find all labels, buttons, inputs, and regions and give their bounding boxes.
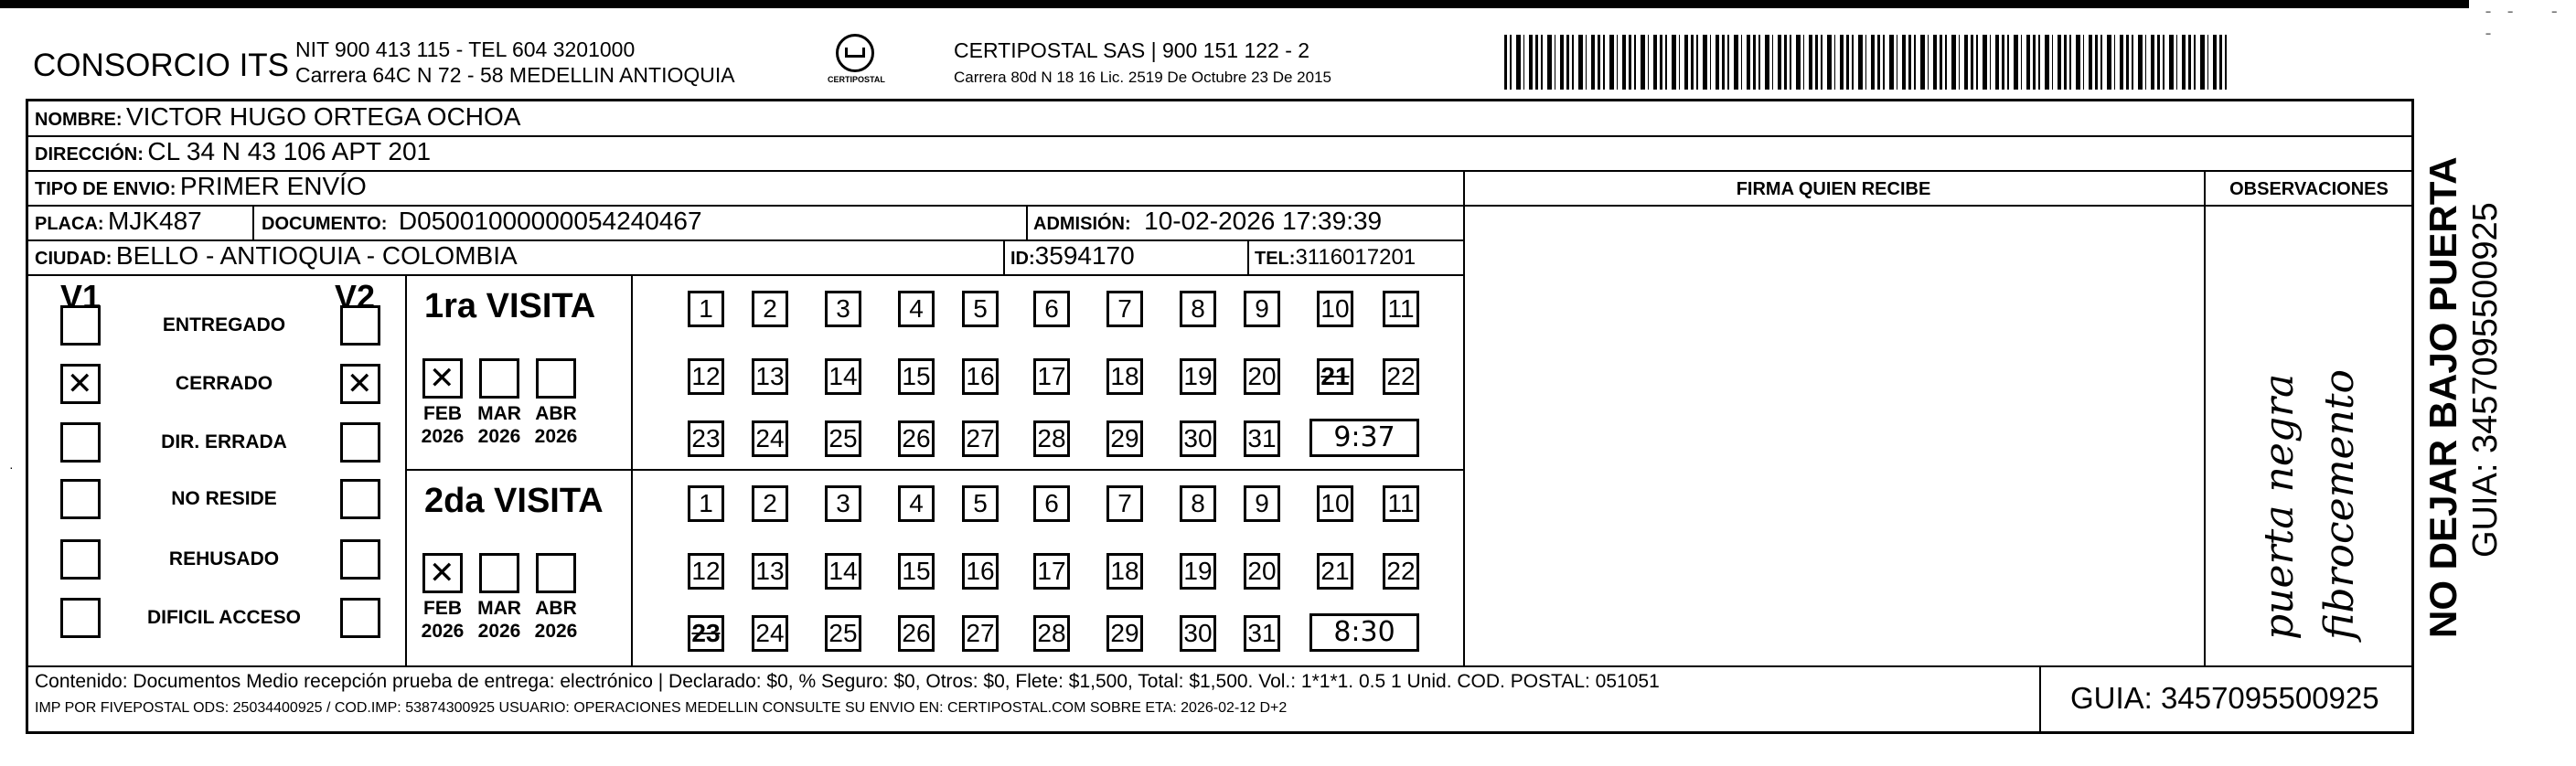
day-box[interactable]: 31 (1244, 615, 1280, 652)
month-label (530, 402, 582, 448)
month-checkbox-feb[interactable] (422, 358, 463, 399)
direccion-value: CL 34 N 43 106 APT 201 (147, 137, 432, 165)
footer-divider (26, 665, 2414, 667)
admision-label: ADMISIÓN: (1033, 214, 1131, 234)
company-nit: NIT 900 413 115 - TEL 604 3201000 (295, 37, 636, 61)
nombre-row (35, 102, 520, 132)
month-year: 2026 (534, 621, 578, 642)
month-checkbox-mar[interactable] (479, 358, 519, 399)
day-box[interactable]: 16 (962, 358, 999, 395)
v1-checkbox-cerrado[interactable] (60, 364, 101, 404)
col-divider (1026, 205, 1028, 239)
company-name: CONSORCIO ITS (33, 48, 290, 83)
documento-field (262, 207, 702, 236)
id-value: 3594170 (1034, 241, 1135, 270)
visit-title: 2da VISITA (424, 482, 604, 520)
day-box[interactable]: 5 (962, 485, 999, 522)
month-label (530, 597, 582, 643)
nombre-value: VICTOR HUGO ORTEGA OCHOA (126, 102, 521, 131)
day-box[interactable]: 22 (1383, 358, 1419, 395)
day-box[interactable]: 11 (1383, 291, 1419, 327)
v1-checkbox-entregado[interactable] (60, 305, 101, 346)
courier-nit: CERTIPOSTAL SAS | 900 151 122 - 2 (954, 38, 1310, 62)
day-box[interactable]: 9 (1244, 485, 1280, 522)
v2-header: V2 (335, 278, 376, 315)
col-divider (252, 205, 254, 239)
day-box[interactable]: 17 (1033, 553, 1070, 590)
v1-checkbox-rehusado[interactable] (60, 539, 101, 580)
row-divider (2204, 205, 2414, 207)
row-divider (26, 274, 1464, 276)
admision-value: 10-02-2026 17:39:39 (1144, 207, 1383, 235)
v1-checkbox-dificil-acceso[interactable] (60, 598, 101, 638)
day-box[interactable]: 8 (1180, 485, 1216, 522)
admision-field (1033, 207, 1382, 236)
check-mark: ✕ (347, 366, 373, 402)
day-box[interactable]: 25 (825, 615, 861, 652)
v2-checkbox-entregado[interactable] (340, 305, 380, 346)
month-checkbox-abr[interactable] (536, 553, 576, 593)
v2-checkbox-dificil-acceso[interactable] (340, 598, 380, 638)
day-box[interactable]: 21 (1317, 553, 1353, 590)
check-mark: ✕ (429, 360, 455, 397)
month-name: FEB (423, 403, 462, 424)
day-box[interactable]: 14 (825, 553, 861, 590)
day-box[interactable]: 9 (1244, 291, 1280, 327)
check-label: NO RESIDE (171, 488, 277, 509)
day-box[interactable]: 6 (1033, 291, 1070, 327)
day-box[interactable]: 28 (1033, 615, 1070, 652)
day-box[interactable]: 10 (1317, 485, 1353, 522)
day-box[interactable]: 15 (898, 553, 935, 590)
day-box[interactable]: 31 (1244, 420, 1280, 457)
cut-mark: - - - - (2483, 0, 2560, 44)
day-box[interactable]: 20 (1244, 358, 1280, 395)
placa-value: MJK487 (108, 207, 202, 235)
logo-icon (836, 34, 874, 72)
month-checkbox-mar[interactable] (479, 553, 519, 593)
month-name: ABR (535, 598, 577, 619)
margin-mark: · (9, 460, 14, 474)
ciudad-value: BELLO - ANTIOQUIA - COLOMBIA (115, 241, 518, 270)
v2-checkbox-cerrado[interactable] (340, 364, 380, 404)
month-checkbox-abr[interactable] (536, 358, 576, 399)
month-name: ABR (535, 403, 577, 424)
day-box[interactable]: 20 (1244, 553, 1280, 590)
v1-header: V1 (60, 278, 102, 315)
v2-checkbox-dir-errada[interactable] (340, 422, 380, 463)
month-label (417, 402, 468, 448)
day-box[interactable]: 23 (688, 615, 724, 652)
day-box[interactable]: 26 (898, 420, 935, 457)
col-divider (2204, 170, 2206, 665)
day-box[interactable]: 26 (898, 615, 935, 652)
footer-guia: GUIA: 3457095500925 (2070, 681, 2379, 715)
day-box[interactable]: 15 (898, 358, 935, 395)
day-box[interactable]: 24 (752, 615, 788, 652)
month-name: MAR (477, 403, 521, 424)
day-box[interactable]: 1 (688, 291, 724, 327)
month-year: 2026 (477, 621, 521, 642)
v2-checkbox-rehusado[interactable] (340, 539, 380, 580)
day-box[interactable]: 22 (1383, 553, 1419, 590)
day-box[interactable]: 13 (752, 358, 788, 395)
day-box[interactable]: 4 (898, 291, 935, 327)
direccion-row (35, 137, 431, 166)
placa-label: PLACA: (35, 214, 104, 234)
month-label (474, 597, 525, 643)
row-divider (26, 170, 2414, 172)
id-label: ID: (1010, 249, 1035, 269)
day-box[interactable]: 29 (1106, 420, 1143, 457)
day-box[interactable]: 8 (1180, 291, 1216, 327)
documento-value: D050010000000542404​67 (398, 207, 702, 235)
check-mark: ✕ (67, 366, 93, 402)
day-box[interactable]: 1 (688, 485, 724, 522)
day-box[interactable]: 19 (1180, 553, 1216, 590)
company-address: Carrera 64C N 72 - 58 MEDELLIN ANTIOQUIA (295, 63, 735, 87)
tipo-row (35, 172, 367, 201)
day-box[interactable]: 7 (1106, 485, 1143, 522)
v1-checkbox-dir-errada[interactable] (60, 422, 101, 463)
visit-title: 1ra VISITA (424, 287, 596, 325)
footer-content: Contenido: Documentos Medio recepción prueba de entrega: electrónico | Declarado: $0, % Seguro: $0, Otros: $0, Flete: $1,500, Total: $1,500. Vol.: 1*1*1. 0.5 1 Unid. COD. POSTAL: 051051 (35, 671, 1660, 692)
logo-text: CERTIPOSTAL (828, 75, 885, 84)
id-field (1010, 241, 1135, 271)
col-divider (1003, 239, 1005, 274)
top-border-line (0, 0, 2469, 8)
col-divider (405, 274, 407, 665)
day-box[interactable]: 30 (1180, 615, 1216, 652)
day-box[interactable]: 23 (688, 420, 724, 457)
ciudad-label: CIUDAD: (35, 249, 112, 269)
footer-print-info: IMP POR FIVEPOSTAL ODS: 25034400925 / COD.IMP: 53874300925 USUARIO: OPERACIONES MEDELLIN CONSULTE SU ENVIO EN: CERTIPOSTAL.COM SOBRE ETA: 2026-02-12 D+2 (35, 700, 1288, 716)
day-box[interactable]: 19 (1180, 358, 1216, 395)
month-name: FEB (423, 598, 462, 619)
side-guia: GUIA: 3457095500925 (2466, 202, 2505, 558)
day-box[interactable]: 12 (688, 358, 724, 395)
tel-value: 3116017201 (1295, 245, 1416, 270)
day-box[interactable]: 2 (752, 291, 788, 327)
day-box[interactable]: 27 (962, 615, 999, 652)
visit-divider (405, 469, 1463, 471)
day-box[interactable]: 17 (1033, 358, 1070, 395)
courier-info (954, 37, 1331, 91)
direccion-label: DIRECCIÓN: (35, 144, 144, 165)
check-label: REHUSADO (168, 548, 280, 569)
documento-label: DOCUMENTO: (262, 214, 388, 234)
month-label (474, 402, 525, 448)
col-divider (1463, 170, 1465, 665)
day-box[interactable]: 13 (752, 553, 788, 590)
day-box[interactable]: 7 (1106, 291, 1143, 327)
day-box[interactable]: 2 (752, 485, 788, 522)
day-box[interactable]: 14 (825, 358, 861, 395)
month-checkbox-feb[interactable] (422, 553, 463, 593)
day-box[interactable]: 4 (898, 485, 935, 522)
firma-header: FIRMA QUIEN RECIBE (1736, 179, 1931, 199)
check-label: ENTREGADO (162, 314, 286, 335)
check-label: CERRADO (175, 373, 273, 394)
month-year: 2026 (477, 426, 521, 447)
day-box[interactable]: 25 (825, 420, 861, 457)
day-box[interactable]: 24 (752, 420, 788, 457)
month-year: 2026 (534, 426, 578, 447)
visit-time: 8:30 (1309, 613, 1419, 652)
observaciones-header: OBSERVACIONES (2229, 179, 2389, 199)
barcode (1504, 35, 2227, 90)
check-label: DIR. ERRADA (161, 431, 287, 452)
day-box[interactable]: 29 (1106, 615, 1143, 652)
month-year: 2026 (421, 621, 465, 642)
v2-checkbox-no-reside[interactable] (340, 479, 380, 519)
day-box[interactable]: 18 (1106, 553, 1143, 590)
month-year: 2026 (421, 426, 465, 447)
day-box[interactable]: 30 (1180, 420, 1216, 457)
tel-field (1255, 245, 1416, 271)
col-divider (631, 274, 633, 665)
tel-label: TEL: (1255, 249, 1296, 269)
check-label: DIFICIL ACCESO (146, 607, 301, 628)
ciudad-field (35, 241, 518, 271)
day-box[interactable]: 21 (1317, 358, 1353, 395)
tipo-value: PRIMER ENVÍO (179, 172, 367, 200)
placa-field (35, 207, 202, 236)
day-box[interactable]: 12 (688, 553, 724, 590)
day-box[interactable]: 3 (825, 291, 861, 327)
day-box[interactable]: 3 (825, 485, 861, 522)
tipo-label: TIPO DE ENVIO: (35, 179, 176, 199)
no-dejar-bajo-puerta: NO DEJAR BAJO PUERTA (2421, 156, 2464, 638)
day-box[interactable]: 5 (962, 291, 999, 327)
check-mark: ✕ (429, 555, 455, 591)
certipostal-logo (828, 34, 885, 84)
courier-address: Carrera 80d N 18 16 Lic. 2519 De Octubre 23 De 2015 (954, 69, 1331, 86)
v1-checkbox-no-reside[interactable] (60, 479, 101, 519)
col-divider (2039, 665, 2041, 734)
col-divider (1247, 239, 1249, 274)
visit-time: 9:37 (1309, 419, 1419, 457)
day-box[interactable]: 27 (962, 420, 999, 457)
month-label (417, 597, 468, 643)
day-box[interactable]: 10 (1317, 291, 1353, 327)
company-info (295, 37, 735, 88)
day-box[interactable]: 28 (1033, 420, 1070, 457)
day-box[interactable]: 6 (1033, 485, 1070, 522)
handwritten-observation: puerta negra fibrocemento (2256, 369, 2363, 640)
day-box[interactable]: 18 (1106, 358, 1143, 395)
day-box[interactable]: 11 (1383, 485, 1419, 522)
nombre-label: NOMBRE: (35, 110, 123, 130)
day-box[interactable]: 16 (962, 553, 999, 590)
month-name: MAR (477, 598, 521, 619)
